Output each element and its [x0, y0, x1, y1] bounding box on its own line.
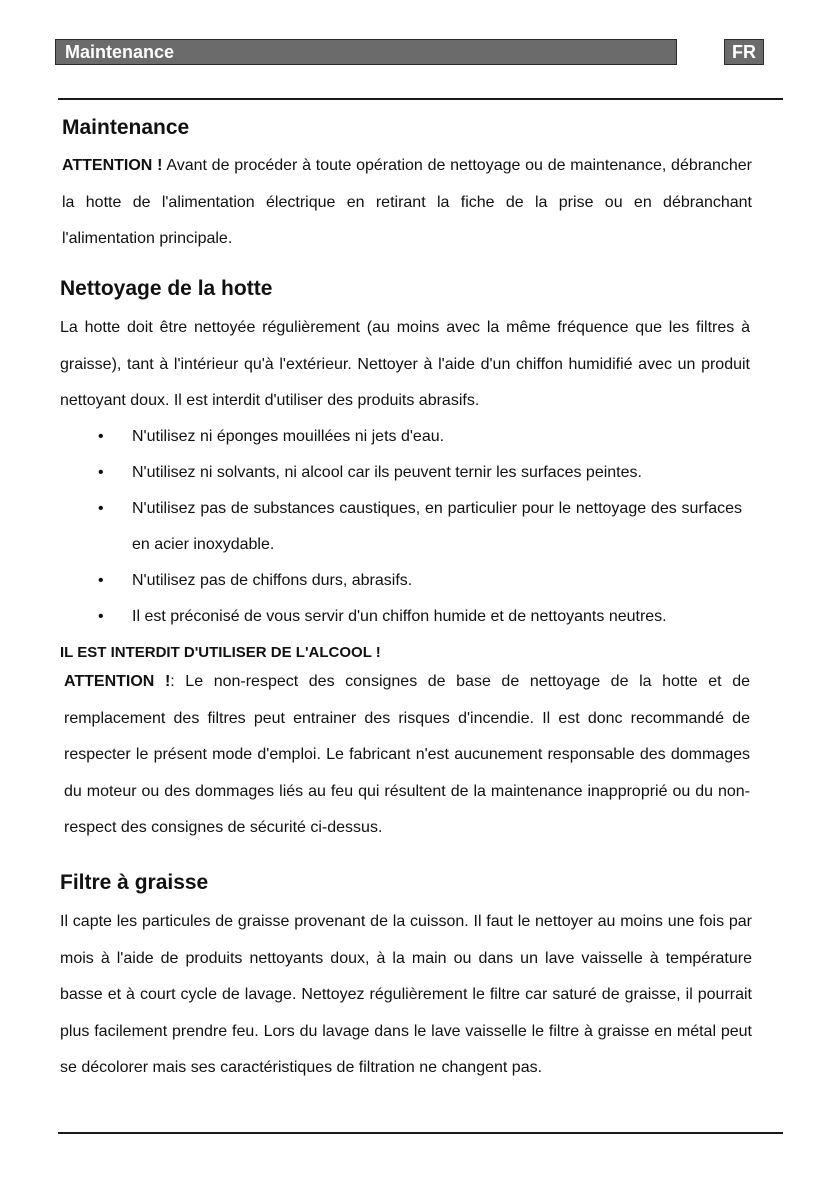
list-item-text: N'utilisez ni solvants, ni alcool car ils peuvent ternir les surfaces peintes.: [132, 464, 642, 481]
list-item: [98, 455, 742, 491]
maintenance-paragraph: [62, 148, 752, 258]
filter-paragraph: Il capte les particules de graisse provenant de la cuisson. Il faut le nettoyer au moins une fois par mois à l'aide de produits nettoyants doux, à la main ou dans un lave vaisselle à température basse et à court cycle de lavage. Nettoyez régulièrement le filtre car saturé de graisse, il pourrait plus facilement prendre feu. Lors du lavage dans le lave vaisselle le filtre à graisse en métal peut se décolorer mais ses caractéristiques de filtration ne changent pas.: [60, 913, 752, 1076]
attention-paragraph: [64, 664, 750, 847]
cleaning-paragraph: La hotte doit être nettoyée régulièrement (au moins avec la même fréquence que les filtres à graisse), tant à l'intérieur qu'à l'extérieur. Nettoyer à l'aide d'un chiffon humidifié avec un produit nettoyant doux. Il est interdit d'utiliser des produits abrasifs.: [60, 319, 750, 409]
list-item-text: N'utilisez pas de chiffons durs, abrasifs.: [132, 572, 413, 589]
cleaning-bullet-list: [98, 419, 742, 635]
alcohol-warning: IL EST INTERDIT D'UTILISER DE L'ALCOOL !: [60, 644, 381, 661]
list-item-text: N'utilisez ni éponges mouillées ni jets d'eau.: [132, 428, 445, 445]
section-title-maintenance: Maintenance: [62, 116, 190, 139]
attention-label: ATTENTION !: [64, 673, 171, 690]
attention-text: : Le non-respect des consignes de base de nettoyage de la hotte et de remplacement des filtres peut entrainer des risques d'incendie. Il est donc recommandé de respecter le présent mode d'emploi. Le fabricant n'est aucunement responsable des dommages du moteur ou des dommages liés au feu qui résultent de la maintenance inapproprié ou du non-respect des consignes de sécurité ci-dessus.: [64, 673, 750, 836]
maintenance-text: Avant de procéder à toute opération de nettoyage ou de maintenance, débrancher la hotte de l'alimentation électrique en retirant la fiche de la prise ou en débranchant l'alimentation principale.: [62, 157, 752, 247]
list-item: [98, 563, 742, 599]
header-title: Maintenance: [65, 42, 175, 62]
bullet-icon: •: [98, 464, 104, 481]
section-title-filter: Filtre à graisse: [60, 871, 209, 894]
bullet-icon: •: [98, 500, 104, 517]
section-title-cleaning: Nettoyage de la hotte: [60, 277, 273, 300]
header-bar: [55, 39, 677, 65]
bullet-icon: •: [98, 572, 104, 589]
attention-label: ATTENTION !: [62, 157, 163, 174]
list-item: [98, 491, 742, 563]
language-badge: FR: [724, 39, 764, 65]
bullet-icon: •: [98, 608, 104, 625]
bottom-divider: [58, 1132, 783, 1134]
top-divider: [58, 98, 783, 100]
bullet-icon: •: [98, 428, 104, 445]
list-item: [98, 419, 742, 455]
list-item: [98, 599, 742, 635]
list-item-text: Il est préconisé de vous servir d'un chiffon humide et de nettoyants neutres.: [132, 608, 667, 625]
list-item-text: N'utilisez pas de substances caustiques, en particulier pour le nettoyage des surfaces en acier inoxydable.: [132, 500, 742, 553]
